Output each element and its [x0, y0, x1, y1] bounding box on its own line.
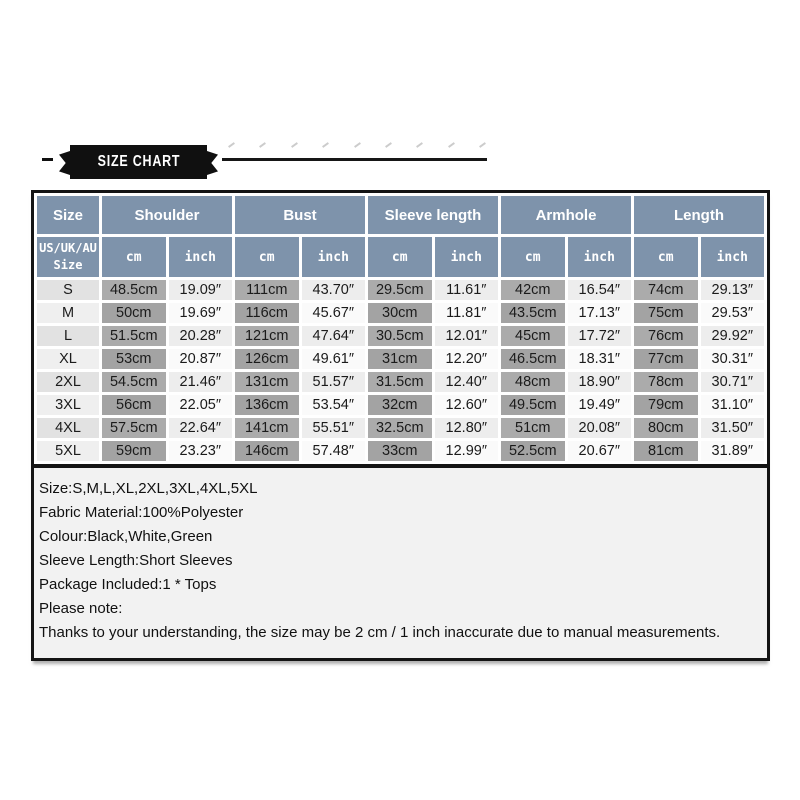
measurement-cell: 12.99″: [435, 441, 499, 461]
measurement-cell: 12.20″: [435, 349, 499, 369]
measurement-cell: 81cm: [634, 441, 698, 461]
measurement-cell: 57.48″: [302, 441, 366, 461]
banner-line: [222, 158, 487, 161]
measurement-cell: 31.10″: [701, 395, 765, 415]
note-line: Thanks to your understanding, the size may be 2 cm / 1 inch inaccurate due to manual measurements.: [39, 624, 721, 641]
stitch-tick: [385, 142, 392, 148]
size-column-header: US/UK/AU Size: [37, 237, 99, 277]
column-group-header: Length: [634, 196, 764, 234]
table-row: [37, 280, 764, 300]
measurement-cell: 31.5cm: [368, 372, 432, 392]
measurement-cell: 18.90″: [568, 372, 632, 392]
column-group-header: Size: [37, 196, 99, 234]
measurement-cell: 43.70″: [302, 280, 366, 300]
measurement-cell: 19.49″: [568, 395, 632, 415]
size-cell: S: [37, 280, 99, 300]
table-row: [37, 326, 764, 346]
size-cell: L: [37, 326, 99, 346]
stitch-tick: [354, 142, 361, 148]
measurement-cell: 76cm: [634, 326, 698, 346]
measurement-cell: 49.5cm: [501, 395, 565, 415]
table-row: [37, 303, 764, 323]
table-row: [37, 349, 764, 369]
measurement-cell: 29.5cm: [368, 280, 432, 300]
measurement-cell: 46.5cm: [501, 349, 565, 369]
size-cell: 5XL: [37, 441, 99, 461]
size-cell: 2XL: [37, 372, 99, 392]
stitch-tick: [416, 142, 423, 148]
unit-header-cm: cm: [235, 237, 299, 277]
measurement-cell: 53cm: [102, 349, 166, 369]
measurement-cell: 53.54″: [302, 395, 366, 415]
measurement-cell: 31.89″: [701, 441, 765, 461]
column-group-header: Bust: [235, 196, 365, 234]
measurement-cell: 78cm: [634, 372, 698, 392]
measurement-cell: 30.31″: [701, 349, 765, 369]
measurement-cell: 121cm: [235, 326, 299, 346]
stitch-tick: [291, 142, 298, 148]
size-chart-box: [31, 190, 770, 661]
size-cell: 3XL: [37, 395, 99, 415]
measurement-cell: 29.92″: [701, 326, 765, 346]
measurement-cell: 146cm: [235, 441, 299, 461]
unit-header-inch: inch: [568, 237, 632, 277]
size-cell: 4XL: [37, 418, 99, 438]
measurement-cell: 21.46″: [169, 372, 233, 392]
stitch-tick: [322, 142, 329, 148]
measurement-cell: 47.64″: [302, 326, 366, 346]
measurement-cell: 22.05″: [169, 395, 233, 415]
measurement-cell: 20.08″: [568, 418, 632, 438]
column-group-header: Sleeve length: [368, 196, 498, 234]
measurement-cell: 59cm: [102, 441, 166, 461]
size-chart-title: SIZE CHART: [97, 153, 180, 170]
measurement-cell: 131cm: [235, 372, 299, 392]
note-line: Please note:: [39, 600, 123, 617]
stitch-tick: [448, 142, 455, 148]
measurement-cell: 136cm: [235, 395, 299, 415]
note-line: Size:S,M,L,XL,2XL,3XL,4XL,5XL: [39, 480, 258, 497]
size-cell: XL: [37, 349, 99, 369]
size-chart-ribbon: [70, 145, 207, 179]
stitch-tick: [259, 142, 266, 148]
measurement-cell: 77cm: [634, 349, 698, 369]
note-line: Sleeve Length:Short Sleeves: [39, 552, 233, 569]
measurement-cell: 17.13″: [568, 303, 632, 323]
measurement-cell: 51.5cm: [102, 326, 166, 346]
measurement-cell: 74cm: [634, 280, 698, 300]
measurement-cell: 33cm: [368, 441, 432, 461]
measurement-cell: 17.72″: [568, 326, 632, 346]
measurement-cell: 31cm: [368, 349, 432, 369]
size-table: [34, 193, 767, 464]
measurement-cell: 57.5cm: [102, 418, 166, 438]
measurement-cell: 48cm: [501, 372, 565, 392]
measurement-cell: 48.5cm: [102, 280, 166, 300]
measurement-cell: 20.87″: [169, 349, 233, 369]
measurement-cell: 12.80″: [435, 418, 499, 438]
column-group-header: Armhole: [501, 196, 631, 234]
unit-header-inch: inch: [169, 237, 233, 277]
unit-header-row: [37, 237, 764, 277]
measurement-cell: 29.13″: [701, 280, 765, 300]
measurement-cell: 45cm: [501, 326, 565, 346]
measurement-cell: 45.67″: [302, 303, 366, 323]
table-row: [37, 395, 764, 415]
measurement-cell: 80cm: [634, 418, 698, 438]
measurement-cell: 30.5cm: [368, 326, 432, 346]
measurement-cell: 116cm: [235, 303, 299, 323]
stitch-marks: [228, 141, 486, 149]
unit-header-cm: cm: [368, 237, 432, 277]
measurement-cell: 51.57″: [302, 372, 366, 392]
column-group-row: [37, 196, 764, 234]
measurement-cell: 126cm: [235, 349, 299, 369]
table-row: [37, 441, 764, 461]
measurement-cell: 20.28″: [169, 326, 233, 346]
measurement-cell: 20.67″: [568, 441, 632, 461]
measurement-cell: 55.51″: [302, 418, 366, 438]
measurement-cell: 54.5cm: [102, 372, 166, 392]
unit-header-cm: cm: [102, 237, 166, 277]
column-group-header: Shoulder: [102, 196, 232, 234]
measurement-cell: 22.64″: [169, 418, 233, 438]
table-row: [37, 418, 764, 438]
measurement-cell: 32.5cm: [368, 418, 432, 438]
measurement-cell: 50cm: [102, 303, 166, 323]
measurement-cell: 141cm: [235, 418, 299, 438]
measurement-cell: 19.69″: [169, 303, 233, 323]
unit-header-cm: cm: [501, 237, 565, 277]
banner-left-dash: [42, 158, 53, 161]
measurement-cell: 18.31″: [568, 349, 632, 369]
measurement-cell: 56cm: [102, 395, 166, 415]
ribbon-right-tail: [204, 150, 218, 176]
note-line: Colour:Black,White,Green: [39, 528, 213, 545]
measurement-cell: 30.71″: [701, 372, 765, 392]
unit-header-inch: inch: [701, 237, 765, 277]
measurement-cell: 11.61″: [435, 280, 499, 300]
measurement-cell: 31.50″: [701, 418, 765, 438]
measurement-cell: 42cm: [501, 280, 565, 300]
table-notes: [34, 468, 767, 658]
note-line: Fabric Material:100%Polyester: [39, 504, 244, 521]
measurement-cell: 51cm: [501, 418, 565, 438]
measurement-cell: 19.09″: [169, 280, 233, 300]
measurement-cell: 79cm: [634, 395, 698, 415]
unit-header-inch: inch: [435, 237, 499, 277]
measurement-cell: 12.60″: [435, 395, 499, 415]
measurement-cell: 16.54″: [568, 280, 632, 300]
measurement-cell: 23.23″: [169, 441, 233, 461]
unit-header-inch: inch: [302, 237, 366, 277]
unit-header-cm: cm: [634, 237, 698, 277]
measurement-cell: 75cm: [634, 303, 698, 323]
measurement-cell: 52.5cm: [501, 441, 565, 461]
measurement-cell: 12.40″: [435, 372, 499, 392]
measurement-cell: 111cm: [235, 280, 299, 300]
stitch-tick: [479, 142, 486, 148]
stitch-tick: [228, 142, 235, 148]
measurement-cell: 30cm: [368, 303, 432, 323]
size-cell: M: [37, 303, 99, 323]
table-row: [37, 372, 764, 392]
measurement-cell: 49.61″: [302, 349, 366, 369]
measurement-cell: 32cm: [368, 395, 432, 415]
note-line: Package Included:1 * Tops: [39, 576, 217, 593]
measurement-cell: 11.81″: [435, 303, 499, 323]
measurement-cell: 43.5cm: [501, 303, 565, 323]
measurement-cell: 29.53″: [701, 303, 765, 323]
measurement-cell: 12.01″: [435, 326, 499, 346]
